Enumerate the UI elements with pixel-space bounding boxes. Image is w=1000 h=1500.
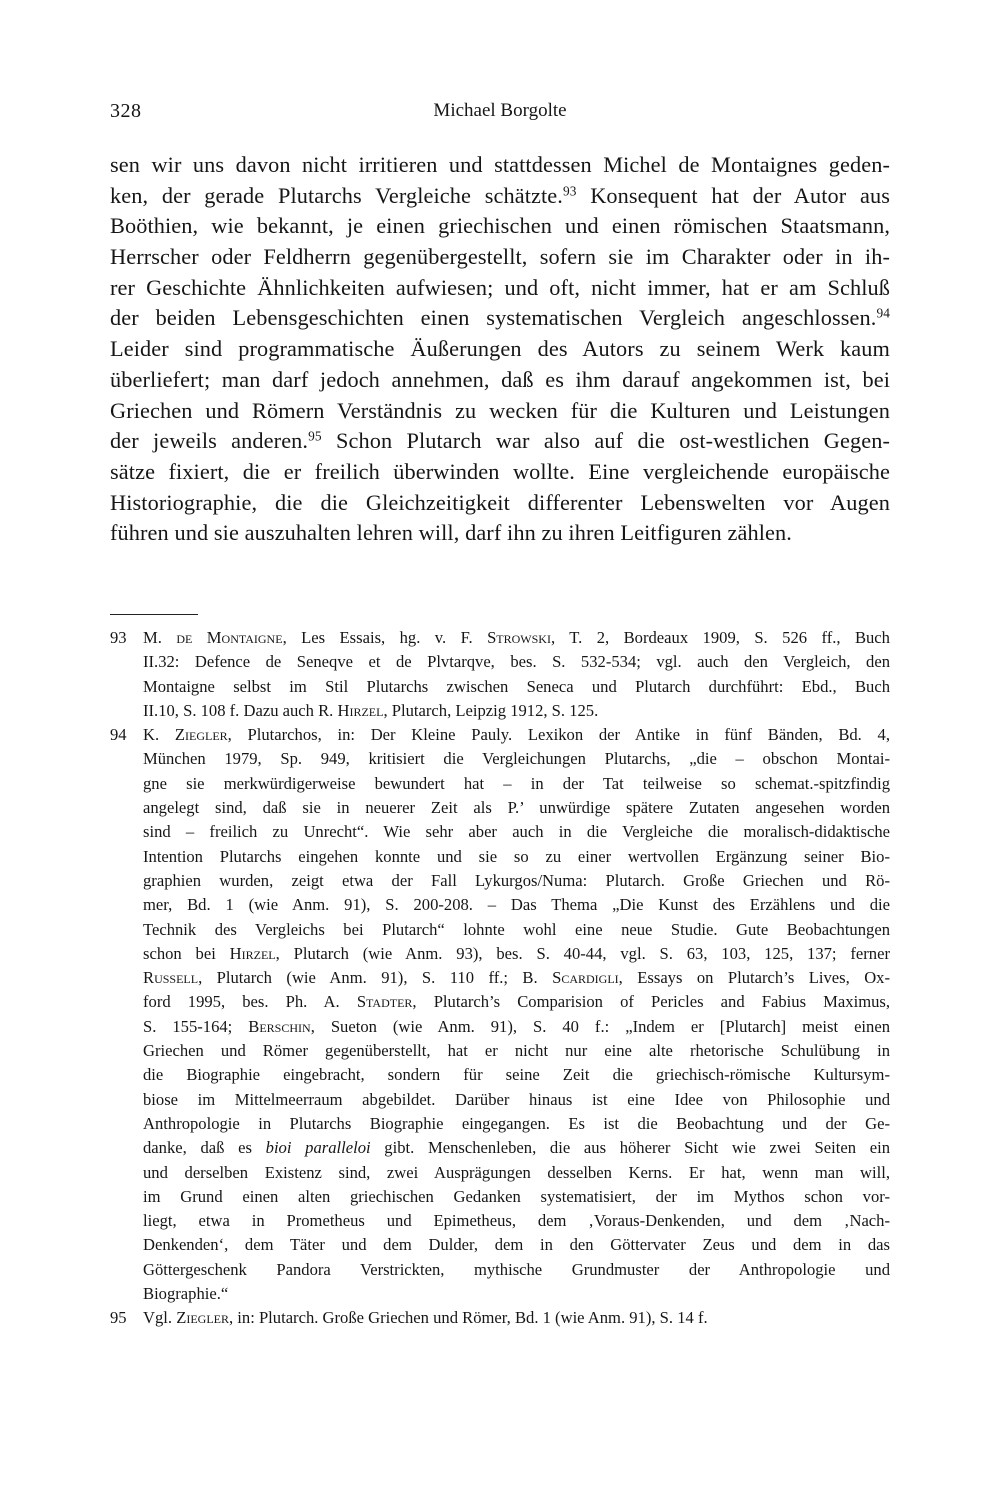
running-title: Michael Borgolte [433,100,567,121]
footnote-line: Göttergeschenk Pandora Verstrickten, mythische Grundmuster der Anthropologie und [143,1259,890,1279]
footnote-line: gne sie merkwürdigerweise bewundert hat – in der Tat teilweise so schemat.-spitzfindig [143,773,890,793]
footnote-ref-94[interactable]: 94 [876,306,890,322]
page-number: 328 [110,100,142,122]
footnote-line: S. 155-164; Berschin, Sueton (wie Anm. 91), S. 40 f.: „Indem er [Plutarch] meist einen [143,1016,891,1036]
footnote-line: Vgl. Ziegler, in: Plutarch. Große Griechen und Römer, Bd. 1 (wie Anm. 91), S. 14 f. [143,1308,708,1328]
footnote-ref-95[interactable]: 95 [308,428,322,444]
text-line: Historiographie, die die Gleichzeitigkeit differenter Lebenswelten vor Augen [110,489,890,515]
text-line: rer Geschichte Ähnlichkeiten aufwiesen; und oft, nicht immer, hat er am Schluß [110,274,890,300]
footnote-line: Biographie.“ [143,1284,229,1304]
footnote-line: biose im Mittelmeerraum abgebildet. Darüber hinaus ist eine Idee von Philosophie und [143,1089,890,1109]
footnote-number: 95 [110,1308,127,1328]
footnote-line: Denkenden‘, dem Täter und dem Dulder, dem in den Göttervater Zeus und dem in das [143,1235,890,1255]
footnote-line: Montaigne selbst im Stil Plutarchs zwischen Seneca und Plutarch durchführt: Ebd., Buch [143,676,890,696]
text-line: sen wir uns davon nicht irritieren und stattdessen Michel de Montaignes geden- [110,152,890,177]
text-line: der jeweils anderen.$^{95}$ Schon Plutarch war also auf die ost-westlichen Gegen- [110,428,890,454]
footnote-line: Russell, Plutarch (wie Anm. 91), S. 110 ff.; B. Scardigli, Essays on Plutarch’s Lives, Ox- [143,968,891,988]
footnote-line: ford 1995, bes. Ph. A. Stadter, Plutarch’s Comparision of Pericles and Fabius Maximus, [143,992,890,1012]
footnote-line: sind – freilich zu Unrecht“. Wie sehr aber auch in die Vergleiche die moralisch-didaktische [143,822,890,842]
footnotes [110,626,890,1331]
text-line: ken, der gerade Plutarchs Vergleiche schätzte.$^{93}$ Konsequent hat der Autor aus [110,182,890,208]
page-header [110,100,890,130]
footnote-line: graphien wurden, zeigt etwa der Fall Lykurgos/Numa: Plutarch. Große Griechen und Rö- [143,870,890,890]
text-line: Leider sind programmatische Äußerungen des Autors zu seinem Werk kaum [110,336,890,362]
text-line: Herrscher oder Feldherrn gegenübergestellt, sofern sie im Charakter oder in ih- [110,244,890,270]
footnote-line: mer, Bd. 1 (wie Anm. 91), S. 200-208. – Das Thema „Die Kunst des Erzählens und die [143,895,890,915]
footnote-line: schon bei Hirzel, Plutarch (wie Anm. 93), bes. S. 40-44, vgl. S. 63, 103, 125, 137; ferner [143,943,890,963]
footnote-line: II.10, S. 108 f. Dazu auch R. Hirzel, Plutarch, Leipzig 1912, S. 125. [143,700,599,720]
footnote-separator [110,614,198,615]
text-line: führen und sie auszuhalten lehren will, darf ihn zu ihren Leitfiguren zählen. [110,520,792,546]
text-line: Griechen und Römern Verständnis zu wecken für die Kulturen und Leistungen [110,397,890,423]
footnote-line: K. Ziegler, Plutarchos, in: Der Kleine Pauly. Lexikon der Antike in fünf Bänden, Bd. 4, [143,725,890,745]
footnote-line: angelegt sind, daß sie in neuerer Zeit als P.’ unwürdige spätere Zutaten angesehen worden [143,798,890,818]
footnote-number: 94 [110,725,127,745]
text-line: Boöthien, wie bekannt, je einen griechischen und einen römischen Staatsmann, [110,213,890,239]
footnote-line: Technik des Vergleichs bei Plutarch“ lohnte wohl eine neue Studie. Gute Beobachtungen [143,919,890,939]
footnote-line: die Biographie eingebracht, sondern für seine Zeit die griechisch-römische Kultursym- [143,1065,890,1085]
footnote-line: M. de Montaigne, Les Essais, hg. v. F. Strowski, T. 2, Bordeaux 1909, S. 526 ff., Buch [143,628,890,647]
footnote-line: Intention Plutarchs eingehen konnte und sie so zu einer wertvollen Ergänzung seiner Bio- [143,846,890,866]
footnote-95 [110,1306,890,1330]
footnote-ref-93[interactable]: 93 [562,183,577,199]
footnote-line: liegt, etwa in Prometheus und Epimetheus, dem ‚Voraus-Denkenden, und dem ‚Nach- [143,1211,890,1231]
footnote-line: Griechen und Römer gegenüberstellt, hat er nicht nur eine alte rhetorische Schulübung in [143,1041,890,1061]
footnote-line: II.32: Defence de Seneqve et de Plvtarqve, bes. S. 532-534; vgl. auch den Vergleich, den [143,652,890,672]
footnote-line: im Grund einen alten griechischen Gedanken systematisiert, der im Mythos schon vor- [143,1186,890,1206]
text-line: der beiden Lebensgeschichten einen systematischen Vergleich angeschlossen.$^{94}$ [110,305,890,331]
footnote-line: München 1979, Sp. 949, kritisiert die Vergleichungen Plutarchs, „die – obschon Montai- [143,749,890,769]
main-text-paragraph [110,150,890,549]
footnote-93 [110,626,890,723]
footnote-number: 93 [110,628,127,647]
footnote-line: danke, daß es bioi paralleloi gibt. Menschenleben, die aus höherer Sicht wie zwei Seiten ein [143,1138,891,1158]
footnote-94 [110,723,890,1306]
text-line: sätze fixiert, die er freilich überwinden wollte. Eine vergleichende europäische [110,458,890,484]
footnote-line: und derselben Existenz sind, zwei Ausprägungen desselben Kerns. Er hat, wenn man will, [143,1162,890,1182]
text-line: überliefert; man darf jedoch annehmen, daß es ihm darauf angekommen ist, bei [110,366,890,392]
footnote-line: Anthropologie in Plutarchs Biographie eingegangen. Es ist die Beobachtung und der Ge- [143,1113,890,1133]
